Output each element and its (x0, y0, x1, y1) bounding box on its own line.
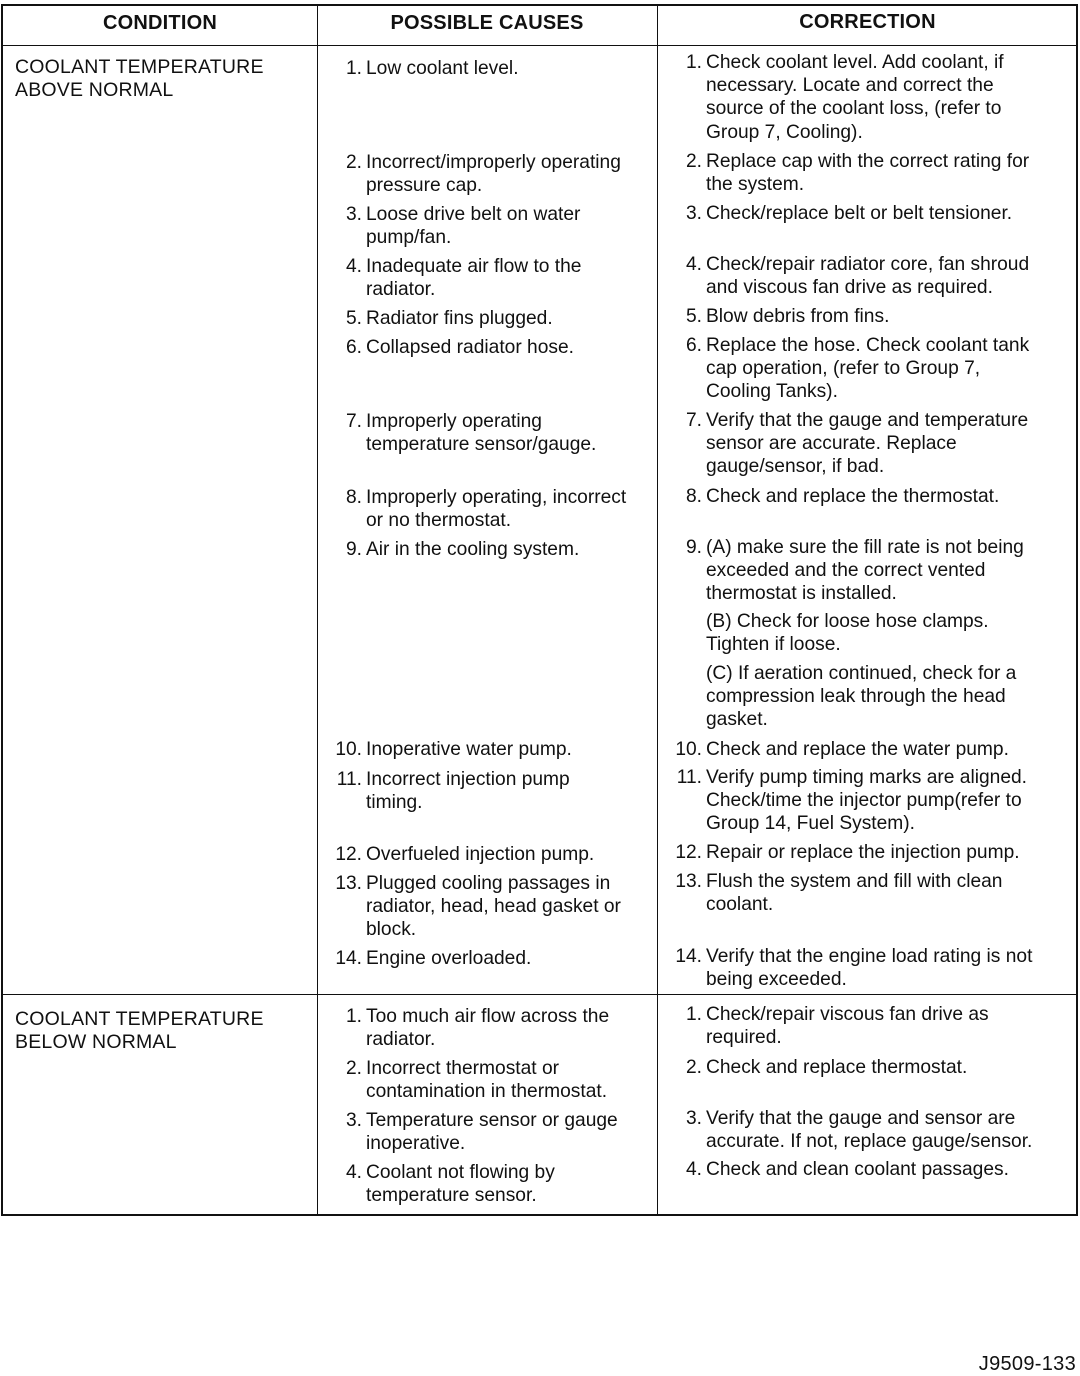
correction-text: Repair or replace the injection pump. (706, 842, 1020, 863)
cause-number: 5. (345, 308, 362, 329)
cause-text: Engine overloaded. (366, 948, 532, 969)
correction-number: 1. (685, 1004, 702, 1025)
cause-number: 3. (345, 1110, 362, 1131)
correction-text: Check/repair viscous fan drive as required. (706, 1004, 989, 1049)
correction-number: 6. (685, 335, 702, 356)
condition-above-normal: COOLANT TEMPERATURE ABOVE NORMAL (15, 56, 264, 101)
section-divider (3, 994, 1076, 995)
correction-text: Check and replace the water pump. (706, 739, 1009, 760)
correction-text: Check coolant level. Add coolant, if necessary. Locate and correct the source of the coolant loss, (refer to Group 7, Cooling). (706, 52, 1004, 143)
correction-number: 13. (675, 871, 702, 892)
cause-number: 2. (345, 152, 362, 173)
correction-number: 3. (685, 203, 702, 224)
header-correction: CORRECTION (799, 11, 936, 33)
cause-number: 8. (345, 487, 362, 508)
cause-text: Incorrect injection pump timing. (366, 769, 570, 814)
correction-number: 2. (685, 1057, 702, 1078)
correction-number: 11. (676, 767, 702, 788)
condition-below-normal: COOLANT TEMPERATURE BELOW NORMAL (15, 1008, 264, 1053)
cause-number: 12. (335, 844, 362, 865)
cause-number: 13. (335, 873, 362, 894)
correction-number: 10. (675, 739, 702, 760)
cause-number: 3. (345, 204, 362, 225)
header-possible-causes: POSSIBLE CAUSES (390, 12, 584, 34)
correction-number: 5. (685, 306, 702, 327)
correction-text: Verify pump timing marks are aligned. Check/time the injector pump(refer to Group 14, Fuel System). (706, 767, 1027, 835)
correction-text: Replace the hose. Check coolant tank cap operation, (refer to Group 7, Cooling Tanks). (706, 335, 1030, 403)
correction-number: 4. (685, 254, 702, 275)
cause-text: Inoperative water pump. (366, 739, 572, 760)
correction-number: 4. (685, 1159, 702, 1180)
header-condition: CONDITION (102, 12, 218, 34)
correction-number: 2. (685, 151, 702, 172)
correction-number: 14. (675, 946, 702, 967)
cause-text: Loose drive belt on water pump/fan. (366, 204, 581, 249)
correction-number: 8. (685, 486, 702, 507)
cause-number: 4. (345, 256, 362, 277)
cause-text: Overfueled injection pump. (366, 844, 595, 865)
figure-code: J9509-133 (978, 1353, 1076, 1375)
cause-number: 10. (335, 739, 362, 760)
cause-number: 7. (345, 411, 362, 432)
cause-text: Temperature sensor or gauge inoperative. (366, 1110, 618, 1155)
cause-number: 11. (336, 769, 362, 790)
correction-number: 9. (685, 537, 702, 558)
cause-number: 14. (335, 948, 362, 969)
correction-text: Verify that the engine load rating is not being exceeded. (706, 946, 1033, 991)
cause-number: 6. (345, 337, 362, 358)
cause-text: Coolant not flowing by temperature sensor. (366, 1162, 555, 1207)
correction-text: Blow debris from fins. (706, 306, 890, 327)
above-normal-correction-9-sub-2: (B) Check for loose hose clamps. Tighten if loose. (706, 611, 989, 656)
cause-text: Low coolant level. (366, 58, 519, 79)
cause-text: Radiator fins plugged. (366, 308, 553, 329)
cause-text: Plugged cooling passages in radiator, head, head gasket or block. (366, 873, 621, 941)
correction-number: 1. (685, 52, 702, 73)
correction-number: 12. (675, 842, 702, 863)
cause-text: Incorrect thermostat or contamination in thermostat. (366, 1058, 608, 1103)
column-divider (657, 6, 658, 1214)
correction-number: 3. (685, 1108, 702, 1129)
correction-text: Check and replace thermostat. (706, 1057, 968, 1078)
cause-text: Improperly operating, incorrect or no thermostat. (366, 487, 627, 532)
cause-text: Collapsed radiator hose. (366, 337, 574, 358)
cause-text: Too much air flow across the radiator. (366, 1006, 610, 1051)
correction-text: Replace cap with the correct rating for the system. (706, 151, 1030, 196)
correction-text: Flush the system and fill with clean coolant. (706, 871, 1003, 916)
correction-text: Check/repair radiator core, fan shroud and viscous fan drive as required. (706, 254, 1030, 299)
correction-text: Verify that the gauge and temperature sensor are accurate. Replace gauge/sensor, if bad. (706, 410, 1029, 478)
cause-number: 1. (345, 58, 362, 79)
correction-text: (A) make sure the fill rate is not being exceeded and the correct vented thermostat is installed. (706, 537, 1024, 605)
cause-text: Incorrect/improperly operating pressure cap. (366, 152, 621, 197)
cause-number: 1. (345, 1006, 362, 1027)
correction-text: Check/replace belt or belt tensioner. (706, 203, 1013, 224)
correction-text: Verify that the gauge and sensor are accurate. If not, replace gauge/sensor. (706, 1108, 1033, 1153)
correction-text: Check and clean coolant passages. (706, 1159, 1009, 1180)
cause-text: Improperly operating temperature sensor/gauge. (366, 411, 597, 456)
cause-text: Inadequate air flow to the radiator. (366, 256, 582, 301)
cause-number: 4. (345, 1162, 362, 1183)
correction-number: 7. (685, 410, 702, 431)
correction-text: Check and replace the thermostat. (706, 486, 1000, 507)
cause-number: 2. (345, 1058, 362, 1079)
cause-number: 9. (345, 539, 362, 560)
cause-text: Air in the cooling system. (366, 539, 580, 560)
above-normal-correction-9-sub-3: (C) If aeration continued, check for a compression leak through the head gasket. (706, 663, 1017, 731)
header-divider (3, 45, 1076, 46)
column-divider (317, 6, 318, 1214)
